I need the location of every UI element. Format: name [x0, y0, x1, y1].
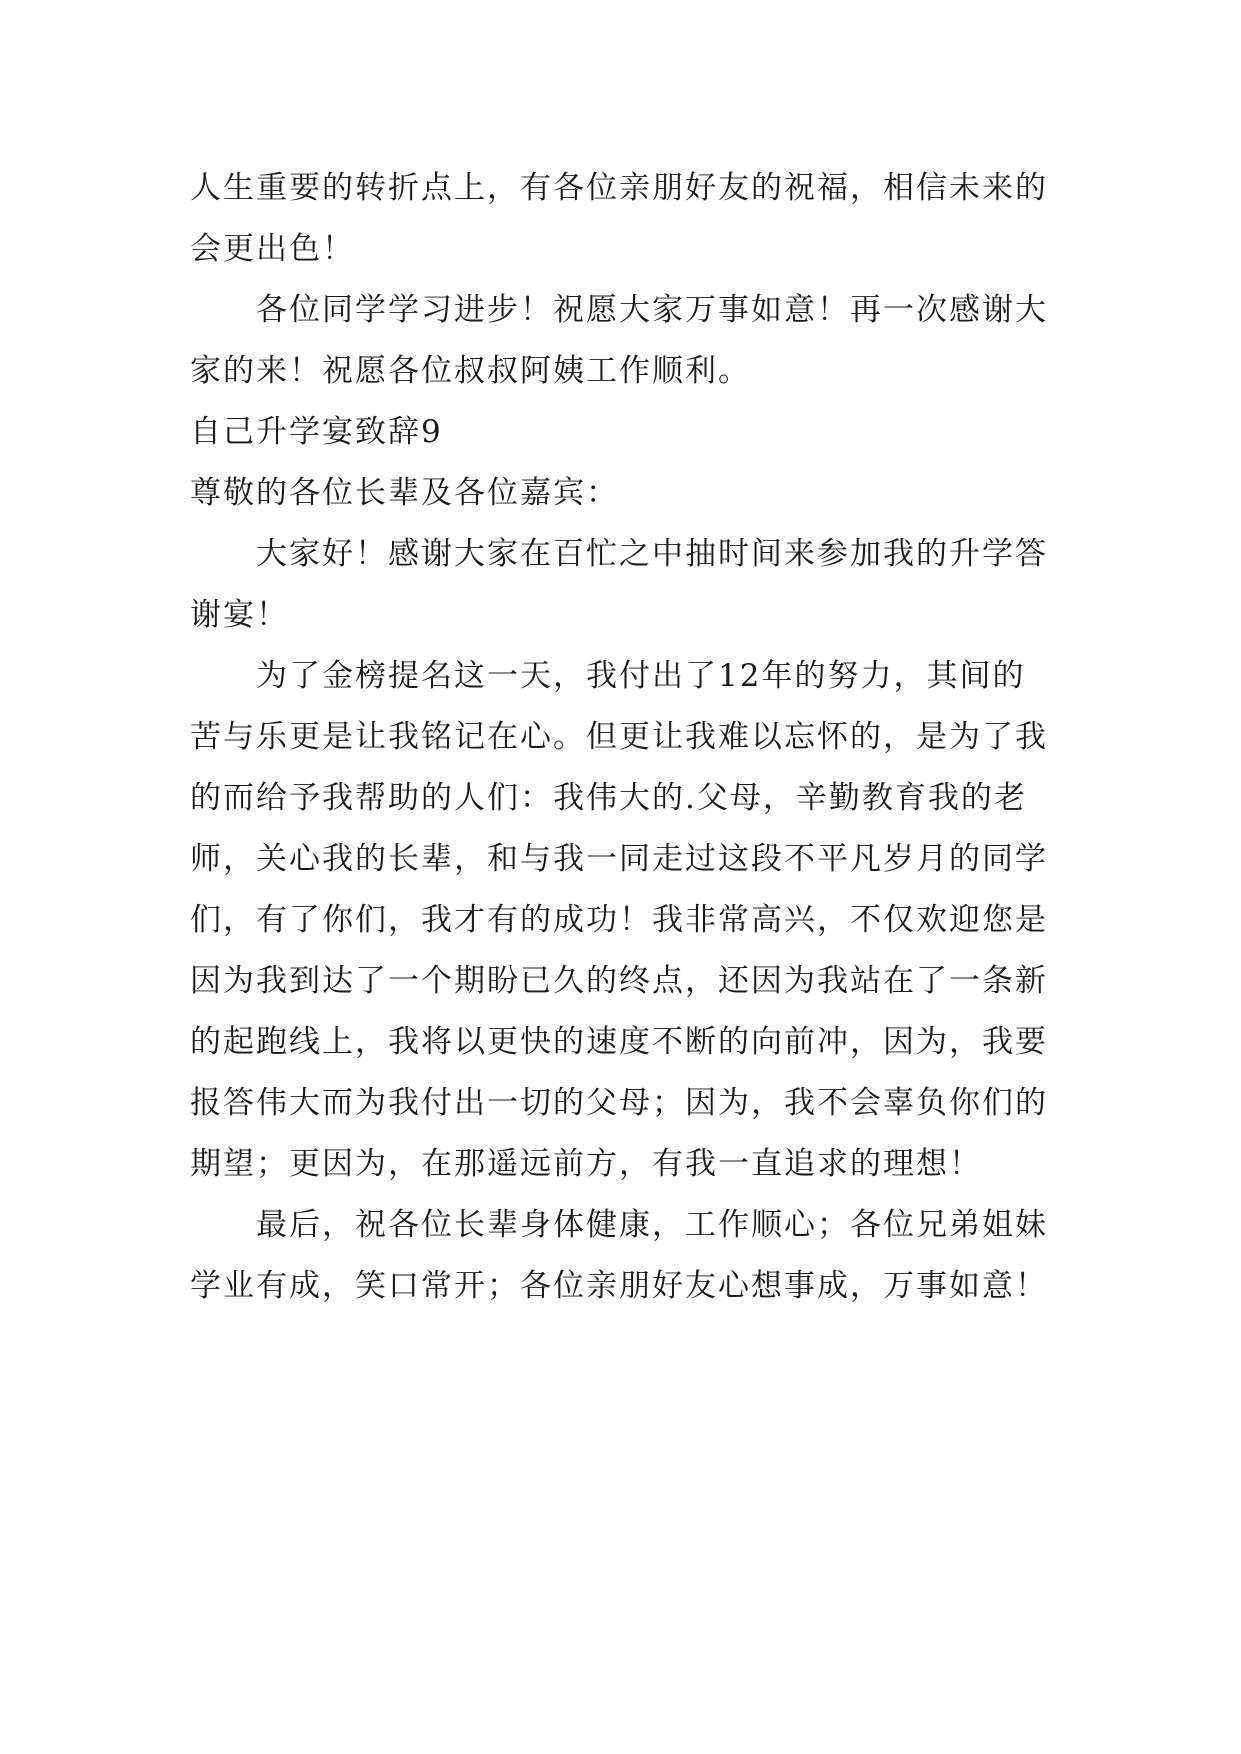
- paragraph-continuation: 人生重要的转折点上，有各位亲朋好友的祝福，相信未来的会更出色！: [190, 170, 1048, 267]
- salutation: 尊敬的各位长辈及各位嘉宾：: [190, 475, 619, 511]
- paragraph-body: 为了金榜提名这一天，我付出了12年的努力，其间的苦与乐更是让我铭记在心。但更让我难以忘怀的，是为了我的而给予我帮助的人们：我伟大的.父母，辛勤教育我的老师，关心我的长辈，和与我一同走过这段不平凡岁月的同学们，有了你们，我才有的成功！我非常高兴，不仅欢迎您是因为我到达了一个期盼已久的终点，还因为我站在了一条新的起跑线上，我将以更快的速度不断的向前冲，因为，我要报答伟大而为我付出一切的父母；因为，我不会辜负你们的期望；更因为，在那遥远前方，有我一直追求的理想！: [190, 658, 1048, 1182]
- paragraph-closing: 最后，祝各位长辈身体健康，工作顺心；各位兄弟姐妹学业有成，笑口常开；各位亲朋好友心想事成，万事如意！: [190, 1207, 1048, 1304]
- document-body: [190, 158, 1050, 1317]
- section-heading: 自己升学宴致辞9: [190, 414, 443, 450]
- paragraph-wishes: 各位同学学习进步！祝愿大家万事如意！再一次感谢大家的来！祝愿各位叔叔阿姨工作顺利。: [190, 292, 1048, 389]
- paragraph-greeting: 大家好！感谢大家在百忙之中抽时间来参加我的升学答谢宴！: [190, 536, 1048, 633]
